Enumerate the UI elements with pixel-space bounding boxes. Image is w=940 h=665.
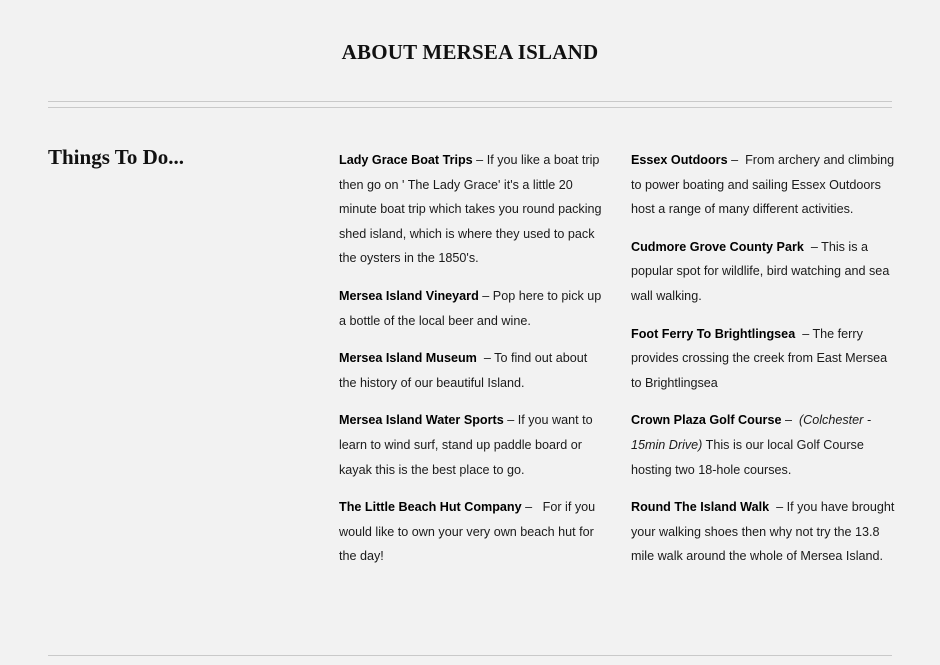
activity-description: If you like a boat trip then go on ' The Lady Grace' it's a little 20 minute boat trip which takes you round packing shed island, which is where they used to pack the oysters in the 1850's.	[339, 153, 602, 266]
activity-description: For if you would like to own your very own beach hut for the day!	[339, 500, 596, 564]
activity-separator: –	[769, 500, 787, 515]
activity-description: If you have brought your walking shoes then why not try the 13.8 mile walk around the whole of Mersea Island.	[631, 500, 895, 564]
activity-separator: –	[503, 413, 518, 428]
activity-name: Essex Outdoors	[631, 153, 728, 167]
activity-name: Foot Ferry To Brightlingsea	[631, 326, 796, 341]
activity-name: Lady Grace Boat Trips	[339, 153, 473, 167]
activity-separator: –	[472, 153, 487, 167]
activity-separator: –	[795, 326, 813, 341]
activity-name: The Little Beach Hut Company	[339, 500, 522, 515]
page-title: ABOUT MERSEA ISLAND	[341, 40, 599, 64]
top-divider	[48, 101, 892, 108]
activity-entry	[631, 235, 899, 309]
activity-separator: –	[803, 239, 822, 254]
activity-separator: –	[521, 500, 543, 515]
activity-entry	[631, 148, 899, 222]
activity-separator: –	[478, 288, 493, 303]
activity-description: This is our local Golf Course hosting two 18-hole courses.	[631, 437, 864, 477]
bottom-divider	[48, 655, 892, 656]
activity-name: Cudmore Grove County Park	[631, 239, 804, 254]
activity-description: Pop here to pick up a bottle of the local beer and wine.	[339, 288, 602, 328]
activity-entry	[631, 408, 899, 482]
activity-description: If you want to learn to wind surf, stand up paddle board or kayak this is the best place to go.	[339, 413, 593, 477]
activity-separator: –	[781, 413, 799, 428]
activity-name: Round The Island Walk	[631, 500, 770, 515]
activity-separator: –	[476, 351, 495, 366]
activity-entry	[339, 284, 605, 333]
activity-note: (Colchester - 15min Drive)	[631, 413, 872, 452]
activity-entry	[339, 408, 605, 482]
activity-description: To find out about the history of our beautiful Island.	[339, 351, 588, 390]
activity-name: Crown Plaza Golf Course	[631, 413, 782, 428]
activities-column-right	[631, 148, 899, 582]
activity-description: The ferry provides crossing the creek from East Mersea to Brightlingsea	[631, 326, 888, 390]
activity-description: This is a popular spot for wildlife, bird watching and sea wall walking.	[631, 239, 890, 303]
activity-entry	[339, 346, 605, 395]
activity-entry	[631, 495, 899, 569]
activity-entry	[339, 148, 605, 271]
activity-description: From archery and climbing to power boating and sailing Essex Outdoors host a range of many different activities.	[631, 153, 895, 217]
section-heading: Things To Do...	[48, 145, 184, 169]
activity-name: Mersea Island Vineyard	[339, 288, 479, 303]
activity-name: Mersea Island Museum	[339, 351, 477, 366]
activity-name: Mersea Island Water Sports	[339, 413, 504, 428]
activity-entry	[631, 322, 899, 396]
activities-column-left	[339, 148, 605, 582]
activity-separator: –	[727, 153, 746, 167]
activity-entry	[339, 495, 605, 569]
